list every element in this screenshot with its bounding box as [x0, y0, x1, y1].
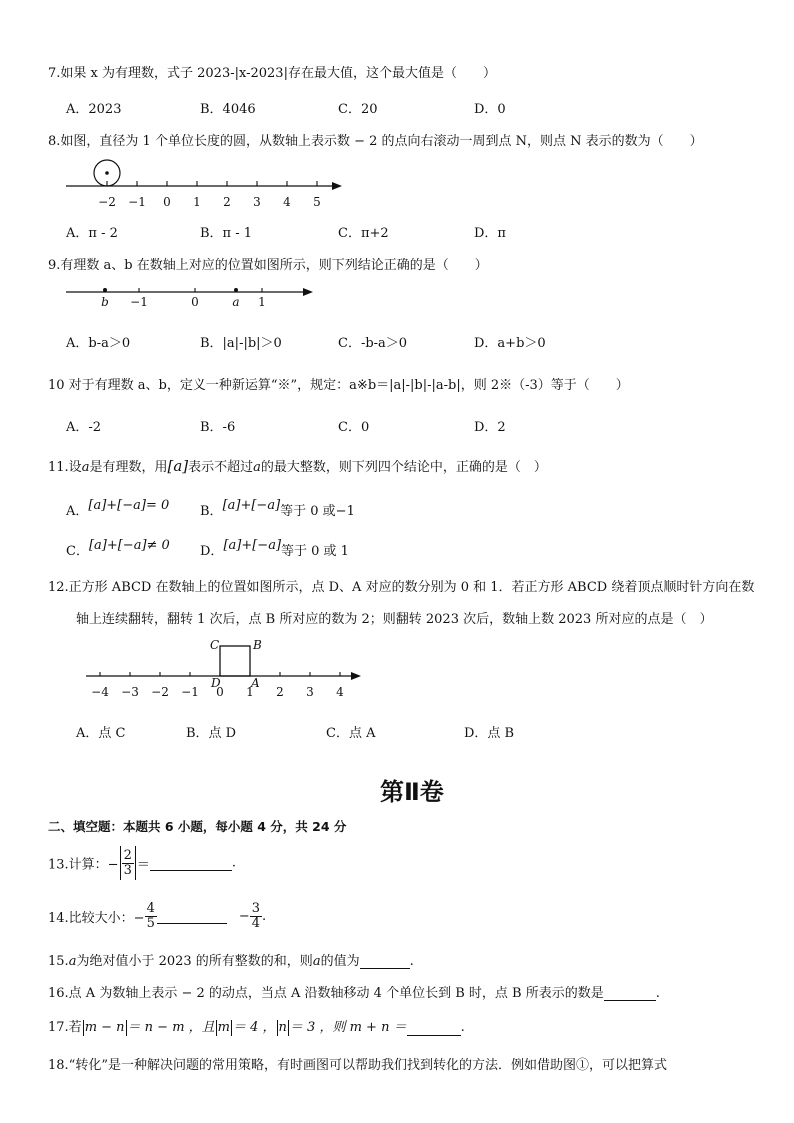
q8-option-d: D．π [474, 226, 506, 241]
q12-number-line [80, 636, 370, 702]
q7-stem: 7.如果 x 为有理数，式子 2023-|x-2023|存在最大值，这个最大值是（ ） [48, 66, 496, 81]
q12-option-d: D．点 B [464, 726, 515, 741]
q16-text: 16.点 A 为数轴上表示 − 2 的动点，当点 A 沿数轴移动 4 个单位长到 B 时，点 B 所表示的数是 [48, 986, 604, 1001]
q14-den2: 4 [251, 916, 261, 931]
q9-axis-0-label: b [101, 295, 109, 309]
q17-abs1: m − n [84, 1020, 125, 1035]
q12-option-c: C．点 A [326, 726, 376, 741]
q9-axis-2-label: 0 [191, 295, 199, 309]
q11-option-d-expr: [a]+[−a] [223, 538, 282, 553]
q8-axis-1-label: −1 [128, 195, 146, 209]
q17-answer-blank[interactable] [407, 1021, 461, 1036]
section-fill-blank: 二、填空题：本题共 6 小题，每小题 4 分，共 24 分 [48, 819, 347, 834]
abs-bar [126, 1020, 127, 1036]
q11-option-c [66, 540, 170, 559]
q16-end: . [655, 986, 660, 1001]
q11-option-d-label: D． [200, 544, 224, 559]
q8-option-c: C．π+2 [338, 226, 389, 241]
q18-text: 18.“转化”是一种解决问题的常用策略，有时画图可以帮助我们找到转化的方法．例如借助图①，可以把算式 [48, 1058, 667, 1073]
q12-axis-6-label: 2 [276, 685, 284, 699]
q17 [48, 1016, 465, 1036]
q17-end: . [460, 1020, 465, 1035]
q15-post: 的值为 [320, 954, 360, 969]
q11-option-b-label: B． [200, 504, 223, 519]
q14-den1: 5 [146, 916, 155, 931]
q9-axis-3-point [234, 288, 238, 292]
q13-num: 2 [123, 847, 132, 863]
abs-bar [83, 1020, 84, 1036]
q12-axis-4-value: 0 [216, 685, 224, 699]
q7-option-b: B．4046 [200, 102, 256, 117]
q17-eq1: ＝ n − m ，且 [127, 1020, 215, 1035]
q8-axis-7-label: 5 [313, 195, 321, 209]
q9-option-c: C．-b-a＞0 [338, 336, 408, 351]
q14-answer-blank[interactable] [157, 909, 227, 924]
q8-number-line [60, 152, 360, 212]
q11-option-d [200, 540, 349, 559]
q12-option-a: A．点 C [76, 726, 126, 741]
q15 [48, 950, 414, 969]
abs-bar [216, 1020, 217, 1036]
q9-axis-4-label: 1 [258, 295, 266, 309]
q11-option-a-label: A． [66, 504, 89, 519]
q14-num2: 3 [251, 901, 261, 916]
q12-axis-2-label: −2 [151, 685, 169, 699]
q10-option-b: B．-6 [200, 420, 236, 435]
q9-option-d: D．a+b＞0 [474, 336, 546, 351]
q13-pre: 13.计算：− [48, 857, 119, 873]
q12-stem-line1: 12.正方形 ABCD 在数轴上的位置如图所示，点 D、A 对应的数分别为 0 和 1．若正方形 ABCD 绕着顶点顺时针方向在数 [48, 580, 755, 595]
abs-bar [231, 1020, 232, 1036]
q13-den: 3 [123, 862, 132, 878]
label-b: B [253, 638, 262, 652]
q11-option-c-expr: [a]+[−a]≠ 0 [88, 538, 170, 553]
q7-option-c: C．20 [338, 102, 378, 117]
q9-axis-3-label: a [232, 295, 240, 309]
q17-pre: 17.若 [48, 1020, 82, 1035]
q7-option-a: A．2023 [66, 102, 122, 117]
q11-var-a2: a [253, 460, 261, 475]
q12-stem-line2: 轴上连续翻转，翻转 1 次后，点 B 所对应的数为 2；则翻转 2023 次后，数轴上数 2023 所对应的点是（ ） [76, 612, 713, 627]
q14-fraction-1 [145, 902, 157, 931]
q8-option-b: B．π - 1 [200, 226, 253, 241]
label-a: A [251, 676, 260, 690]
q13-post: ＝ [136, 857, 150, 873]
q9-option-b: B．|a|-|b|＞0 [200, 336, 282, 351]
q11-option-a [66, 500, 169, 519]
q11-var-a: a [81, 460, 90, 475]
q17-eq2: ＝ 4 ， [233, 1020, 276, 1035]
q13-end: . [231, 855, 237, 871]
q12-option-b: B．点 D [186, 726, 237, 741]
square-abcd [220, 646, 250, 676]
q8-axis-4-label: 2 [223, 195, 231, 209]
q11-option-b-tail: 等于 0 或−1 [280, 504, 355, 519]
abs-bar [288, 1020, 289, 1036]
q11-stem-post: 的最大整数，则下列四个结论中，正确的是（ ） [260, 460, 547, 475]
q13-fraction [122, 849, 134, 878]
q14-end: . [262, 909, 267, 924]
q14-mid: − [238, 909, 250, 924]
q16-answer-blank[interactable] [604, 986, 656, 1001]
q8-axis-0-label: −2 [98, 195, 116, 209]
q17-abs3: n [278, 1020, 287, 1035]
q9-stem: 9.有理数 a、b 在数轴上对应的位置如图所示，则下列结论正确的是（ ） [48, 258, 488, 273]
q12-axis-7-label: 3 [306, 685, 314, 699]
q12-axis-3-label: −1 [181, 685, 199, 699]
q12-axis-1-label: −3 [121, 685, 139, 699]
q8-stem: 8.如图，直径为 1 个单位长度的圆，从数轴上表示数 − 2 的点向右滚动一周到点 N，则点 N 表示的数为（ ） [48, 134, 703, 149]
q9-axis-0-point [103, 288, 107, 292]
q11-stem-pre: 11.设 [48, 460, 82, 475]
q15-var2: a [312, 954, 321, 969]
q8-axis-2-label: 0 [163, 195, 171, 209]
abs-bar-right [135, 846, 136, 880]
q14-num1: 4 [146, 901, 155, 916]
abs-bar [277, 1020, 278, 1036]
q12-axis-8-label: 4 [336, 685, 344, 699]
q11-bracket-a: [a] [167, 457, 189, 475]
q11-option-b-expr: [a]+[−a] [222, 498, 281, 513]
q10-option-c: C．0 [338, 420, 370, 435]
q8-axis-5-label: 3 [253, 195, 261, 209]
q17-eq3: ＝ 3 ，则 m + n ＝ [289, 1020, 407, 1035]
q15-end: . [409, 954, 414, 969]
q11-option-c-label: C． [66, 544, 89, 559]
part-title: 第Ⅱ卷 [380, 778, 444, 806]
q11-option-a-expr: [a]+[−a]= 0 [88, 498, 170, 513]
q7-option-d: D．0 [474, 102, 506, 117]
q9-number-line [60, 280, 330, 314]
q15-answer-blank[interactable] [360, 954, 410, 969]
q11-stem-mid1: 是有理数，用 [89, 460, 168, 475]
q14-pre: 14.比较大小：− [48, 911, 145, 926]
q8-option-a: A．π - 2 [66, 226, 118, 241]
q11-option-d-tail: 等于 0 或 1 [281, 544, 349, 559]
q14 [48, 902, 266, 931]
q16 [48, 982, 660, 1001]
q15-pre: 15. [48, 954, 69, 969]
q8-axis-3-label: 1 [193, 195, 201, 209]
q9-axis-1-label: −1 [130, 295, 148, 309]
q14-fraction-2 [250, 902, 262, 931]
q13-answer-blank[interactable] [150, 856, 232, 871]
q10-option-d: D．2 [474, 420, 506, 435]
q12-axis-5-value: 1 [246, 685, 254, 699]
q11-stem [48, 456, 547, 475]
q8-axis-6-label: 4 [283, 195, 291, 209]
label-c: C [210, 638, 220, 652]
abs-bar-left [120, 846, 121, 880]
label-d: D [211, 676, 221, 690]
q11-option-b [200, 500, 355, 519]
q17-abs2: m [217, 1020, 230, 1035]
q10-stem: 10 对于有理数 a、b，定义一种新运算“※”，规定：a※b＝|a|-|b|-|a-b|，则 2※（-3）等于（ ） [48, 378, 629, 393]
q15-var: a [68, 954, 77, 969]
q9-option-a: A．b-a＞0 [66, 336, 131, 351]
q12-axis-0-label: −4 [91, 685, 109, 699]
q13 [48, 846, 236, 880]
q15-mid: 为绝对值小于 2023 的所有整数的和，则 [76, 954, 313, 969]
q11-stem-mid2: 表示不超过 [188, 460, 254, 475]
q10-option-a: A．-2 [66, 420, 102, 435]
